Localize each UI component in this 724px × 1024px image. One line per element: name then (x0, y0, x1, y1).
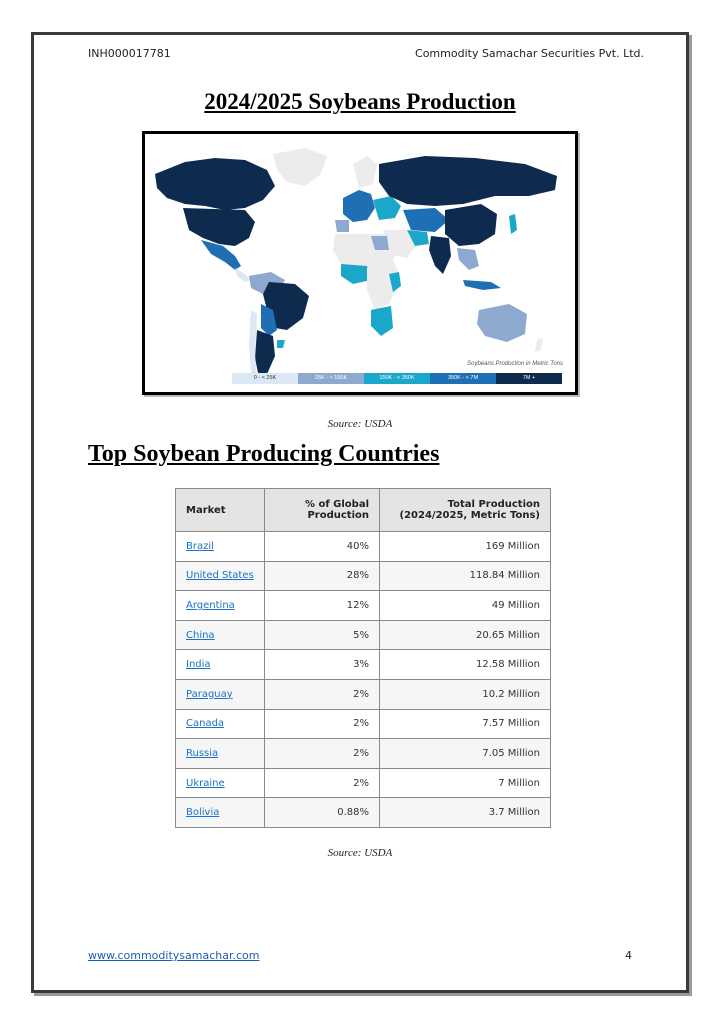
map-india (429, 236, 451, 274)
map-title: 2024/2025 Soybeans Production (204, 89, 516, 114)
map-east-europe (373, 196, 401, 220)
map-china (445, 204, 497, 246)
cell-total-production: 7.57 Million (380, 709, 551, 739)
market-link[interactable]: Ukraine (186, 777, 225, 789)
page-frame (31, 32, 689, 993)
table-row (176, 620, 551, 650)
cell-total-production: 118.84 Million (380, 561, 551, 591)
cell-total-production: 12.58 Million (380, 650, 551, 680)
cell-market[interactable] (176, 561, 265, 591)
market-link[interactable]: United States (186, 570, 254, 582)
map-australia (477, 304, 527, 342)
map-russia (379, 156, 557, 206)
cell-global-share: 12% (265, 591, 380, 621)
header-company: Commodity Samachar Securities Pvt. Ltd. (415, 47, 644, 60)
cell-global-share: 3% (265, 650, 380, 680)
cell-total-production: 20.65 Million (380, 620, 551, 650)
legend-item-2: 150K - < 350K (364, 373, 430, 384)
table-header-row (176, 489, 551, 532)
world-map-graphic (145, 134, 575, 392)
map-scandinavia (353, 156, 377, 188)
cell-market[interactable] (176, 768, 265, 798)
cell-market[interactable] (176, 591, 265, 621)
cell-global-share: 40% (265, 532, 380, 562)
cell-market[interactable] (176, 679, 265, 709)
table-row (176, 591, 551, 621)
map-usa (183, 208, 255, 246)
cell-total-production: 7 Million (380, 768, 551, 798)
legend-item-0: 0 - < 25K (232, 373, 298, 384)
market-link[interactable]: Canada (186, 718, 225, 730)
cell-market[interactable] (176, 532, 265, 562)
cell-market[interactable] (176, 709, 265, 739)
table-source: Source: USDA (327, 847, 393, 859)
map-west-europe (343, 190, 375, 222)
cell-global-share: 2% (265, 679, 380, 709)
cell-total-production: 169 Million (380, 532, 551, 562)
cell-total-production: 3.7 Million (380, 798, 551, 828)
map-source: Source: USDA (327, 418, 393, 430)
market-link[interactable]: Argentina (186, 599, 235, 611)
cell-total-production: 49 Million (380, 591, 551, 621)
cell-total-production: 10.2 Million (380, 679, 551, 709)
market-link[interactable]: Bolivia (186, 807, 220, 819)
cell-global-share: 2% (265, 768, 380, 798)
table-row (176, 739, 551, 769)
cell-global-share: 2% (265, 709, 380, 739)
legend-item-1: 25K - < 150K (298, 373, 364, 384)
table-row (176, 798, 551, 828)
map-central-america (235, 268, 251, 282)
map-new-zealand (535, 338, 543, 352)
header-id: INH000017781 (88, 47, 171, 60)
table-row (176, 650, 551, 680)
table-row (176, 561, 551, 591)
legend-item-4: 7M + (496, 373, 562, 384)
cell-market[interactable] (176, 620, 265, 650)
world-map (142, 131, 578, 395)
map-greenland (273, 148, 327, 186)
map-central-asia (403, 208, 449, 232)
cell-market[interactable] (176, 798, 265, 828)
header-global-share: % of Global Production (265, 489, 380, 532)
page-number: 4 (625, 949, 632, 962)
map-legend-title: Soybeans Production in Metric Tons (467, 361, 563, 367)
map-southern-africa (371, 306, 393, 336)
map-uruguay (277, 340, 285, 348)
table-row (176, 679, 551, 709)
table-row (176, 709, 551, 739)
table-row (176, 532, 551, 562)
map-north-america-north (155, 158, 275, 210)
market-link[interactable]: Paraguay (186, 688, 233, 700)
map-japan (509, 214, 517, 234)
map-iberia (335, 220, 349, 232)
cell-total-production: 7.05 Million (380, 739, 551, 769)
production-table (175, 488, 551, 828)
legend-item-3: 350K - < 7M (430, 373, 496, 384)
cell-market[interactable] (176, 650, 265, 680)
map-legend (232, 373, 562, 384)
cell-global-share: 28% (265, 561, 380, 591)
map-argentina (255, 330, 275, 378)
map-west-africa (341, 264, 371, 284)
cell-market[interactable] (176, 739, 265, 769)
map-chile (249, 310, 257, 378)
table-title: Top Soybean Producing Countries (88, 441, 440, 467)
footer-website-link[interactable]: www.commoditysamachar.com (88, 949, 260, 962)
cell-global-share: 2% (265, 739, 380, 769)
map-indonesia (463, 280, 501, 290)
market-link[interactable]: India (186, 659, 211, 671)
header-market: Market (176, 489, 265, 532)
market-link[interactable]: Russia (186, 747, 219, 759)
market-link[interactable]: China (186, 629, 215, 641)
cell-global-share: 5% (265, 620, 380, 650)
market-link[interactable]: Brazil (186, 540, 214, 552)
header-total-production: Total Production (2024/2025, Metric Tons) (380, 489, 551, 532)
table-row (176, 768, 551, 798)
cell-global-share: 0.88% (265, 798, 380, 828)
map-se-asia (457, 248, 479, 270)
